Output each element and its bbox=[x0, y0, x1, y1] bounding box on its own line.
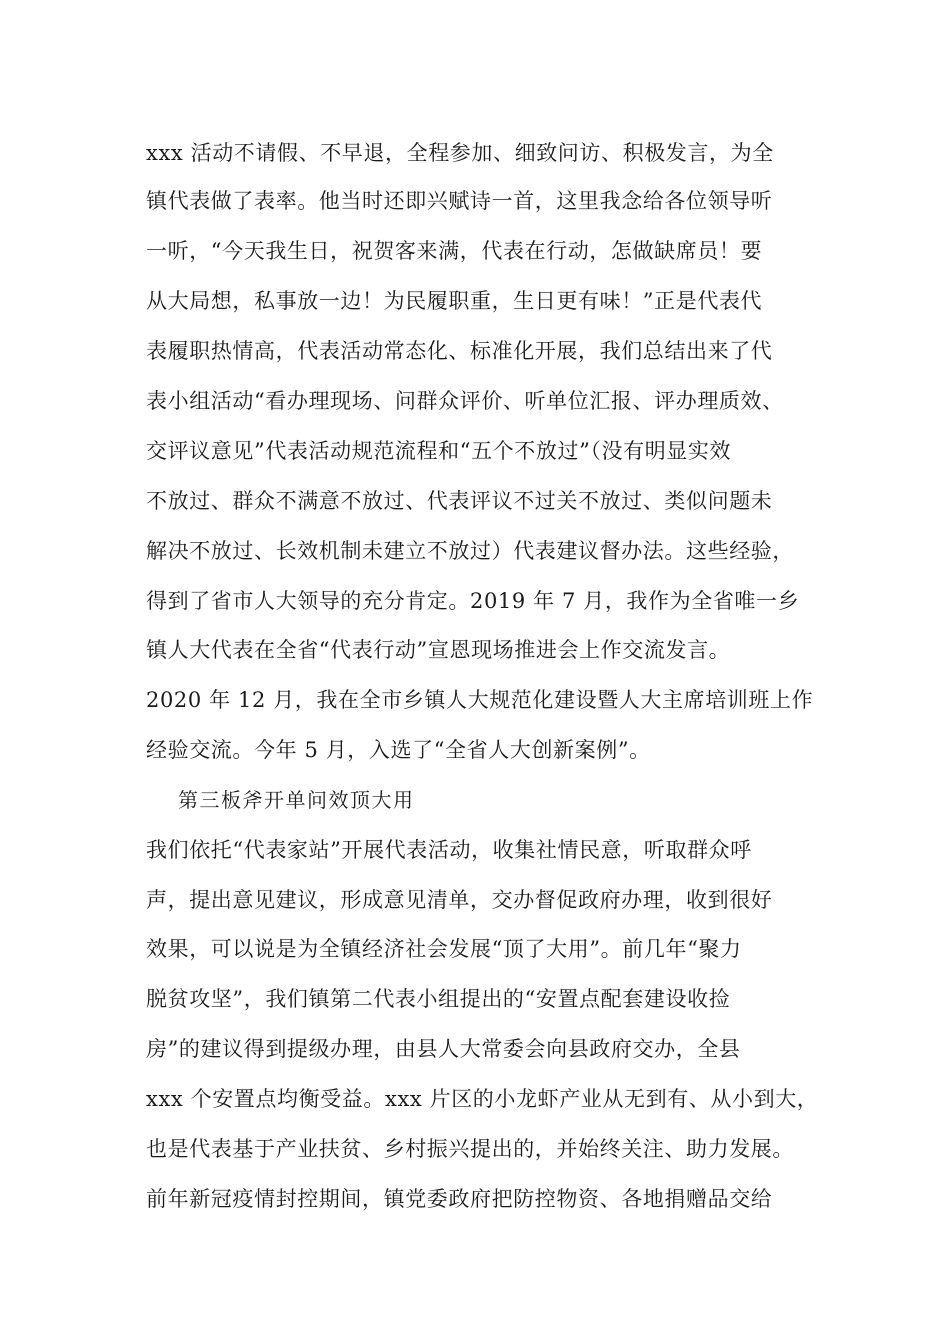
paragraph-line: 表履职热情高，代表活动常态化、标准化开展，我们总结出来了代 bbox=[146, 339, 773, 363]
paragraph-line: 镇代表做了表率。他当时还即兴赋诗一首，这里我念给各位领导听 bbox=[146, 189, 773, 213]
paragraph-line: 表小组活动“看办理现场、问群众评价、听单位汇报、评办理质效、 bbox=[146, 389, 784, 413]
paragraph-line: 2020 年 12 月，我在全市乡镇人大规范化建设暨人大主席培训班上作 bbox=[146, 688, 814, 712]
paragraph-line: 从大局想，私事放一边！为民履职重，生日更有味！”正是代表代 bbox=[146, 289, 763, 313]
paragraph-line: 脱贫攻坚”，我们镇第二代表小组提出的“安置点配套建设收捡 bbox=[146, 987, 731, 1011]
paragraph-line: 经验交流。今年 5 月，入选了“全省人大创新案例”。 bbox=[146, 738, 651, 762]
section-heading: 第三板斧开单问效顶大用 bbox=[178, 788, 415, 812]
paragraph-line: 交评议意见”代表活动规范流程和“五个不放过”（没有明显实效 bbox=[146, 439, 732, 463]
paragraph-line: 也是代表基于产业扶贫、乡村振兴提出的，并始终关注、助力发展。 bbox=[146, 1137, 794, 1161]
paragraph-line: 效果，可以说是为全镇经济社会发展“顶了大用”。前几年“聚力 bbox=[146, 937, 742, 961]
paragraph-line: 我们依托“代表家站”开展代表活动，收集社情民意，听取群众呼 bbox=[146, 838, 752, 862]
paragraph-line: 解决不放过、长效机制未建立不放过）代表建议督办法。这些经验， bbox=[146, 539, 794, 563]
paragraph-line: 镇人大代表在全省“代表行动”宣恩现场推进会上作交流发言。 bbox=[146, 638, 731, 662]
paragraph-line: 一听，“今天我生日，祝贺客来满，代表在行动，怎做缺席员！要 bbox=[146, 239, 763, 263]
paragraph-line: 声，提出意见建议，形成意见清单，交办督促政府办理，收到很好 bbox=[146, 888, 773, 912]
paragraph-line: 前年新冠疫情封控期间，镇党委政府把防控物资、各地捐赠品交给 bbox=[146, 1187, 773, 1211]
paragraph-line: 房”的建议得到提级办理，由县人大常委会向县政府交办，全县 bbox=[146, 1037, 741, 1061]
paragraph-line: xxx 个安置点均衡受益。xxx 片区的小龙虾产业从无到有、从小到大， bbox=[146, 1087, 819, 1111]
paragraph-line: 得到了省市人大领导的充分肯定。2019 年 7 月，我作为全省唯一乡 bbox=[146, 589, 800, 613]
paragraph-line: xxx 活动不请假、不早退，全程参加、细致问访、积极发言，为全 bbox=[146, 141, 774, 165]
paragraph-line: 不放过、群众不满意不放过、代表评议不过关不放过、类似问题未 bbox=[146, 489, 773, 513]
